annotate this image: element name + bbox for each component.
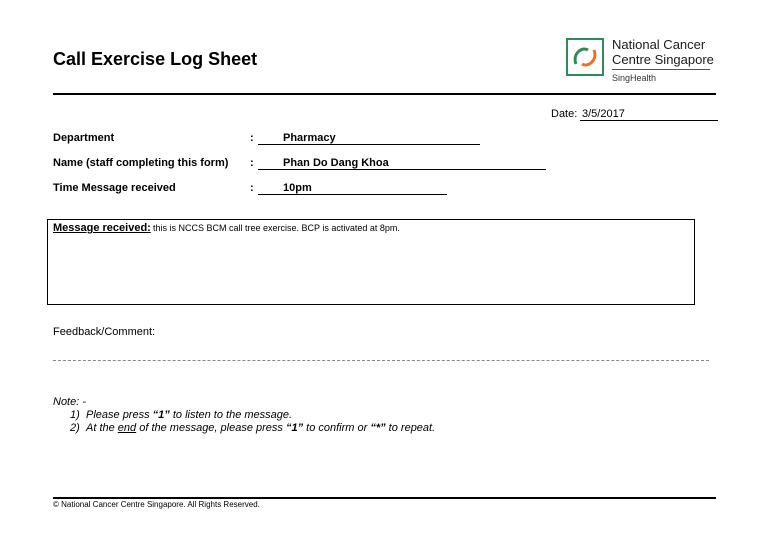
footer-divider bbox=[53, 497, 716, 499]
logo-divider bbox=[612, 69, 710, 70]
page-title: Call Exercise Log Sheet bbox=[53, 49, 258, 69]
note-item-1-text-end: to listen to the message. bbox=[169, 409, 293, 421]
copyright-footer: © National Cancer Centre Singapore. All Rights Reserved. bbox=[53, 500, 260, 509]
message-label: Message received: bbox=[53, 222, 151, 234]
department-label: Department bbox=[53, 132, 115, 144]
note-item-2-text-end: to repeat. bbox=[385, 422, 436, 434]
logo-text-line1: National Cancer bbox=[612, 37, 706, 52]
message-box[interactable] bbox=[47, 219, 695, 305]
note-item-2-key-confirm: “1” bbox=[285, 422, 304, 434]
feedback-label: Feedback/Comment: bbox=[53, 326, 156, 338]
note-item-1-text: Please press bbox=[86, 409, 153, 421]
note-title: Note: - bbox=[53, 396, 87, 408]
note-item-1-number: 1) bbox=[70, 409, 80, 421]
name-colon: : bbox=[250, 157, 254, 169]
time-field[interactable]: 10pm bbox=[258, 182, 447, 195]
header-divider bbox=[53, 93, 716, 95]
note-item-2-text-mid: of the message, please press bbox=[136, 422, 286, 434]
time-label: Time Message received bbox=[53, 182, 176, 194]
name-label: Name (staff completing this form) bbox=[53, 157, 229, 169]
note-item-2-text: At the bbox=[86, 422, 118, 434]
time-colon: : bbox=[250, 182, 254, 194]
note-item-2-text-mid2: to confirm or bbox=[303, 422, 371, 434]
department-field[interactable]: Pharmacy bbox=[258, 132, 480, 145]
logo-text-line3: SingHealth bbox=[612, 73, 657, 83]
name-field[interactable]: Phan Do Dang Khoa bbox=[258, 157, 546, 170]
logo-text-line2: Centre Singapore bbox=[612, 52, 714, 67]
nccs-logo bbox=[566, 36, 716, 88]
feedback-line[interactable] bbox=[53, 360, 709, 361]
note-item-2-emphasis: end bbox=[117, 422, 137, 434]
note-item-1 bbox=[70, 409, 292, 421]
message-text: this is NCCS BCM call tree exercise. BCP is activated at 8pm. bbox=[153, 223, 400, 233]
note-item-2-key-repeat: “*” bbox=[370, 422, 386, 434]
note-item-2-number: 2) bbox=[70, 422, 80, 434]
note-item-1-key: “1” bbox=[152, 409, 170, 421]
date-label: Date: bbox=[551, 108, 578, 120]
note-item-2 bbox=[70, 422, 435, 434]
department-colon: : bbox=[250, 132, 254, 144]
date-field[interactable]: 3/5/2017 bbox=[580, 108, 718, 121]
logo-mark-icon bbox=[566, 38, 604, 76]
